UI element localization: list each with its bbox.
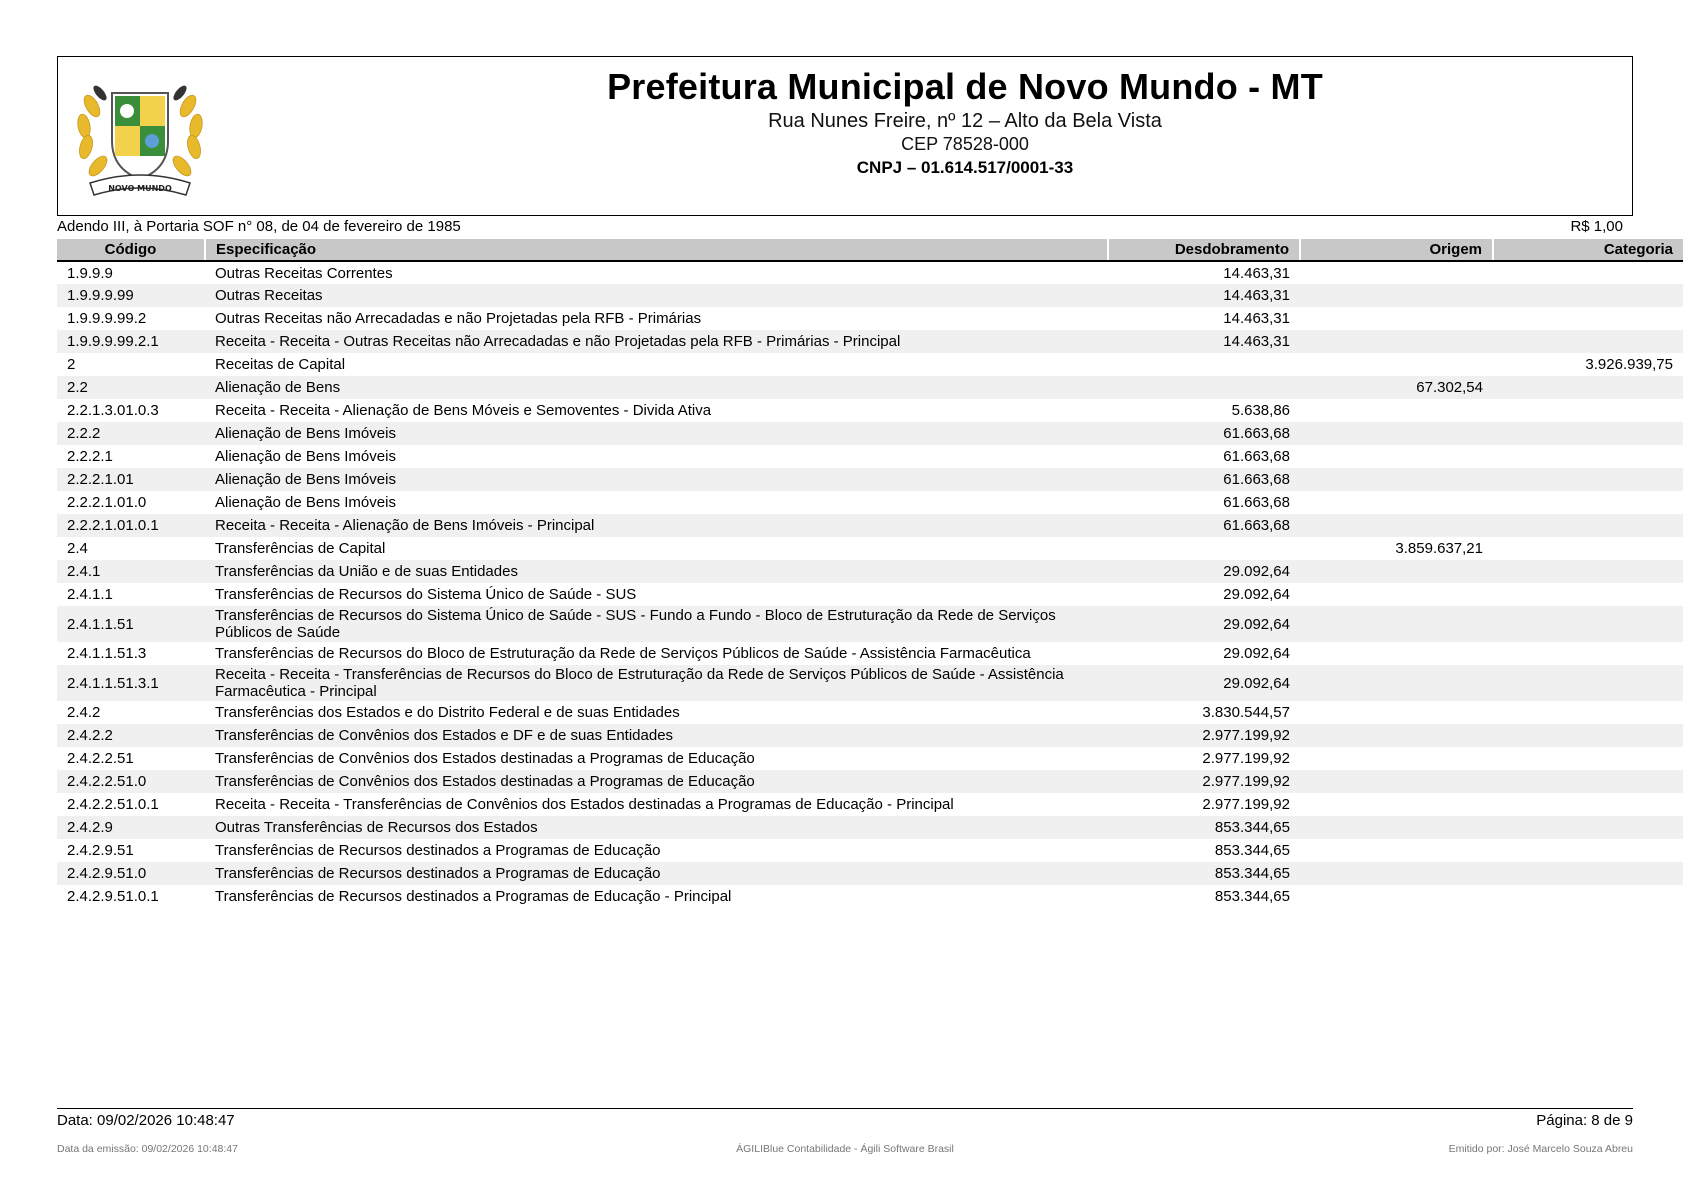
table-row: [57, 514, 1683, 537]
cell-categoria: [1493, 862, 1683, 885]
table-row: [57, 885, 1683, 908]
cell-desdobramento: 29.092,64: [1223, 645, 1290, 662]
cell-desdobramento: 61.663,68: [1108, 468, 1300, 491]
cell-codigo: 1.9.9.9.99: [57, 284, 205, 307]
column-header-desdobramento: Desdobramento: [1108, 239, 1300, 261]
footer-divider: [57, 1108, 1633, 1109]
cell-codigo: 2.2.2.1.01.0.1: [57, 514, 205, 537]
cell-categoria: 3.926.939,75: [1585, 356, 1673, 373]
table-row: [57, 307, 1683, 330]
cell-especificacao: Alienação de Bens Imóveis: [205, 422, 1108, 445]
cell-desdobramento: 2.977.199,92: [1108, 724, 1300, 747]
table-row: [57, 665, 1683, 701]
cell-codigo: 2.4.2.2.51.0.1: [67, 796, 159, 813]
cell-codigo: 2.4.2.9.51: [67, 842, 134, 859]
cell-origem: 3.859.637,21: [1395, 540, 1483, 557]
cell-especificacao: Transferências de Recursos destinados a Programas de Educação - Principal: [215, 888, 732, 905]
table-row: [57, 537, 1683, 560]
cell-desdobramento: 5.638,86: [1231, 402, 1290, 419]
cell-codigo: 2.4.1: [57, 560, 205, 583]
cell-especificacao: Receita - Receita - Alienação de Bens Móveis e Semoventes - Divida Ativa: [215, 402, 712, 419]
cell-desdobramento: 2.977.199,92: [1202, 796, 1290, 813]
cell-codigo: 2.2.2.1.01.0: [67, 494, 147, 511]
emitted-by: Emitido por: José Marcelo Souza Abreu: [1448, 1143, 1633, 1155]
cell-origem: [1300, 770, 1493, 793]
cell-origem: [1300, 330, 1493, 353]
cell-codigo: 2.4.2.2.51: [67, 750, 134, 767]
cell-codigo: 2.2: [57, 376, 205, 399]
cell-especificacao: Transferências de Recursos do Sistema Único de Saúde - SUS - Fundo a Fundo - Bloco de Estruturação da Rede de Serviços Públicos de Saúde: [205, 606, 1108, 642]
cell-desdobramento: 2.977.199,92: [1202, 750, 1290, 767]
cell-especificacao: Outras Transferências de Recursos dos Estados: [205, 816, 1108, 839]
cell-especificacao: Alienação de Bens Imóveis: [215, 448, 396, 465]
table-row: [57, 422, 1683, 445]
cell-codigo: 2.2.2: [57, 422, 205, 445]
cell-codigo: 2.4.2.9.51.0.1: [67, 888, 159, 905]
cell-desdobramento: [1108, 376, 1300, 399]
column-header-origem: Origem: [1300, 239, 1493, 261]
cell-especificacao: Transferências de Recursos destinados a Programas de Educação: [205, 862, 1108, 885]
cell-especificacao: Receita - Receita - Transferências de Recursos do Bloco de Estruturação da Rede de Serviços Públicos de Saúde - Assistência Farmacêutica - Principal: [205, 665, 1108, 701]
cell-origem: [1300, 468, 1493, 491]
cell-origem: [1300, 445, 1493, 468]
table-row: [57, 261, 1683, 284]
cell-codigo: 2.4.1.1: [67, 586, 113, 603]
cell-categoria: [1493, 747, 1683, 770]
cell-origem: [1300, 642, 1493, 665]
cell-origem: 67.302,54: [1300, 376, 1493, 399]
footer-date: Data: 09/02/2026 10:48:47: [57, 1112, 235, 1129]
report-subheader: [57, 218, 1633, 236]
cell-desdobramento: [1108, 353, 1300, 376]
table-row: [57, 839, 1683, 862]
cell-desdobramento: 61.663,68: [1108, 422, 1300, 445]
cell-categoria: [1493, 307, 1683, 330]
table-row: [57, 816, 1683, 839]
cell-categoria: [1493, 724, 1683, 747]
postal-code: CEP 78528-000: [901, 134, 1029, 154]
cell-codigo: 2.4.2.9: [57, 816, 205, 839]
cell-especificacao: Receitas de Capital: [215, 356, 346, 373]
cell-origem: [1300, 422, 1493, 445]
cell-especificacao: Receita - Receita - Alienação de Bens Imóveis - Principal: [205, 514, 1108, 537]
cell-categoria: [1493, 606, 1683, 642]
cell-desdobramento: [1108, 537, 1300, 560]
cell-origem: [1300, 839, 1493, 862]
cell-especificacao: Outras Receitas não Arrecadadas e não Projetadas pela RFB - Primárias: [215, 310, 702, 327]
cell-especificacao: Receita - Receita - Outras Receitas não Arrecadadas e não Projetadas pela RFB - Primárias - Principal: [205, 330, 1108, 353]
table-row: [57, 701, 1683, 724]
cell-desdobramento: 853.344,65: [1214, 888, 1290, 905]
emission-date: Data da emissão: 09/02/2026 10:48:47: [57, 1143, 238, 1155]
cell-codigo: 2.4.1.1.51: [57, 606, 205, 642]
cell-origem: [1300, 816, 1493, 839]
cell-origem: [1300, 701, 1493, 724]
cell-origem: [1300, 284, 1493, 307]
cell-categoria: [1493, 284, 1683, 307]
cell-desdobramento: 29.092,64: [1223, 586, 1290, 603]
cell-desdobramento: 61.663,68: [1223, 494, 1290, 511]
table-row: [57, 491, 1683, 514]
report-header: [57, 56, 1633, 216]
table-row: [57, 445, 1683, 468]
footer-meta: [57, 1142, 1633, 1156]
cell-desdobramento: 61.663,68: [1223, 448, 1290, 465]
table-row: [57, 724, 1683, 747]
cell-especificacao: Transferências de Recursos do Sistema Único de Saúde - SUS: [215, 586, 637, 603]
cell-origem: [1300, 353, 1493, 376]
cell-desdobramento: 29.092,64: [1108, 560, 1300, 583]
cell-codigo: 2.4.1.1.51.3.1: [57, 665, 205, 701]
table-header-row: [57, 239, 1683, 261]
cell-categoria: [1493, 514, 1683, 537]
cell-codigo: 2.4.2: [67, 704, 101, 721]
cell-origem: [1300, 491, 1493, 514]
cell-origem: [1300, 885, 1493, 908]
cell-origem: [1300, 793, 1493, 816]
cell-desdobramento: 853.344,65: [1108, 816, 1300, 839]
cell-desdobramento: 29.092,64: [1108, 606, 1300, 642]
cell-codigo: 2.2.2.1: [67, 448, 113, 465]
table-row: [57, 353, 1683, 376]
cell-categoria: [1493, 701, 1683, 724]
table-row: [57, 642, 1683, 665]
currency-unit: R$ 1,00: [1570, 218, 1623, 235]
cell-categoria: [1493, 665, 1683, 701]
cell-codigo: 2.2.1.3.01.0.3: [67, 402, 159, 419]
cell-origem: [1300, 261, 1493, 284]
cell-categoria: [1493, 793, 1683, 816]
cell-codigo: 2.2.2.1.01: [57, 468, 205, 491]
cell-categoria: [1493, 642, 1683, 665]
cell-categoria: [1493, 330, 1683, 353]
cell-codigo: 1.9.9.9: [67, 264, 113, 282]
cell-desdobramento: 61.663,68: [1108, 514, 1300, 537]
cell-categoria: [1493, 885, 1683, 908]
cell-especificacao: Alienação de Bens Imóveis: [205, 468, 1108, 491]
cell-categoria: [1493, 468, 1683, 491]
table-row: [57, 583, 1683, 606]
cell-origem: [1300, 665, 1493, 701]
cell-codigo: 1.9.9.9.99.2.1: [57, 330, 205, 353]
cell-codigo: 2.4.2.9.51.0: [57, 862, 205, 885]
cell-origem: [1300, 606, 1493, 642]
cell-origem: [1300, 747, 1493, 770]
table-row: [57, 330, 1683, 353]
cell-categoria: [1493, 560, 1683, 583]
cell-especificacao: Transferências de Recursos do Bloco de Estruturação da Rede de Serviços Públicos de Saúde - Assistência Farmacêutica: [215, 645, 1031, 662]
cell-categoria: [1493, 537, 1683, 560]
cell-categoria: [1493, 816, 1683, 839]
logo-ribbon-text: NOVO MUNDO: [108, 184, 172, 193]
address: Rua Nunes Freire, nº 12 – Alto da Bela Vista: [768, 110, 1162, 132]
cell-categoria: [1493, 491, 1683, 514]
column-header-especificacao: Especificação: [205, 239, 1108, 261]
cell-categoria: [1493, 422, 1683, 445]
cell-categoria: [1493, 376, 1683, 399]
cell-desdobramento: 3.830.544,57: [1202, 704, 1290, 721]
footer: [57, 1111, 1633, 1131]
cell-especificacao: Transferências da União e de suas Entidades: [205, 560, 1108, 583]
cell-codigo: 1.9.9.9.99.2: [67, 310, 147, 327]
cell-especificacao: Outras Receitas Correntes: [215, 264, 393, 282]
page-title: Prefeitura Municipal de Novo Mundo - MT: [607, 66, 1323, 107]
cell-desdobramento: 14.463,31: [1223, 264, 1290, 282]
cell-origem: [1300, 307, 1493, 330]
table-body: [57, 261, 1683, 908]
cell-categoria: [1493, 583, 1683, 606]
cell-origem: [1300, 862, 1493, 885]
table-row: [57, 747, 1683, 770]
cell-codigo: 2.4.2.2: [57, 724, 205, 747]
cell-origem: [1300, 724, 1493, 747]
cell-categoria: [1493, 445, 1683, 468]
legal-reference: Adendo III, à Portaria SOF n° 08, de 04 de fevereiro de 1985: [57, 218, 461, 235]
cell-desdobramento: 2.977.199,92: [1108, 770, 1300, 793]
cell-desdobramento: 14.463,31: [1108, 330, 1300, 353]
table-row: [57, 560, 1683, 583]
cell-especificacao: Transferências de Capital: [215, 540, 386, 557]
cell-codigo: 2: [67, 356, 76, 373]
cell-especificacao: Transferências de Convênios dos Estados destinadas a Programas de Educação: [215, 750, 755, 767]
cell-desdobramento: 14.463,31: [1108, 284, 1300, 307]
page-number: Página: 8 de 9: [1536, 1112, 1633, 1129]
table-row: [57, 468, 1683, 491]
cell-origem: [1300, 560, 1493, 583]
cell-categoria: [1493, 261, 1683, 284]
cell-especificacao: Outras Receitas: [205, 284, 1108, 307]
column-header-categoria: Categoria: [1493, 239, 1683, 261]
cell-categoria: [1493, 770, 1683, 793]
column-header-codigo: Código: [57, 239, 205, 261]
cell-codigo: 2.4: [67, 540, 88, 557]
table-row: [57, 606, 1683, 642]
cell-desdobramento: 853.344,65: [1108, 862, 1300, 885]
table-row: [57, 793, 1683, 816]
cell-categoria: [1493, 839, 1683, 862]
cell-codigo: 2.4.1.1.51.3: [67, 645, 147, 662]
cell-codigo: 2.4.2.2.51.0: [57, 770, 205, 793]
cell-especificacao: Transferências de Recursos destinados a Programas de Educação: [215, 842, 661, 859]
cnpj: CNPJ – 01.614.517/0001-33: [856, 158, 1074, 177]
software-credit: ÁGILIBlue Contabilidade - Ágili Software Brasil: [736, 1143, 954, 1155]
cell-origem: [1300, 399, 1493, 422]
cell-desdobramento: 853.344,65: [1214, 842, 1290, 859]
cell-especificacao: Receita - Receita - Transferências de Convênios dos Estados destinadas a Programas de Educação - Principal: [215, 796, 954, 813]
cell-especificacao: Alienação de Bens Imóveis: [215, 494, 396, 511]
table-row: [57, 770, 1683, 793]
cell-especificacao: Alienação de Bens: [205, 376, 1108, 399]
table-row: [57, 862, 1683, 885]
cell-especificacao: Transferências de Convênios dos Estados destinadas a Programas de Educação: [205, 770, 1108, 793]
revenue-table: [57, 239, 1683, 908]
cell-origem: [1300, 514, 1493, 537]
cell-desdobramento: 14.463,31: [1223, 310, 1290, 327]
cell-origem: [1300, 583, 1493, 606]
table-row: [57, 399, 1683, 422]
cell-especificacao: Transferências de Convênios dos Estados e DF e de suas Entidades: [205, 724, 1108, 747]
table-row: [57, 284, 1683, 307]
cell-categoria: [1493, 399, 1683, 422]
cell-desdobramento: 29.092,64: [1108, 665, 1300, 701]
table-row: [57, 376, 1683, 399]
cell-especificacao: Transferências dos Estados e do Distrito Federal e de suas Entidades: [215, 704, 680, 721]
